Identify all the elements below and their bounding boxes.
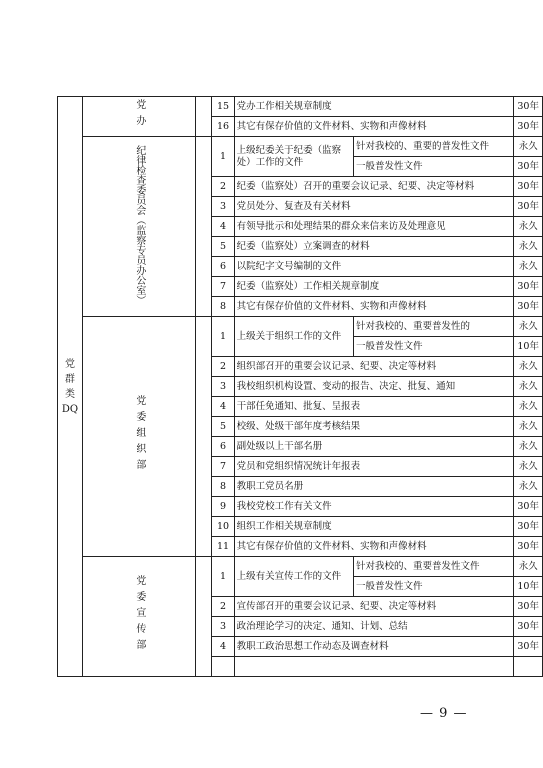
retention-period: 永久	[514, 217, 543, 237]
retention-period: 永久	[514, 397, 543, 417]
item-number: 4	[212, 217, 234, 237]
retention-period: 永久	[514, 457, 543, 477]
item-condition: 一般普发性文件	[353, 157, 513, 177]
retention-period: 30年	[514, 277, 543, 297]
retention-period: 30年	[514, 517, 543, 537]
retention-period: 永久	[514, 137, 543, 157]
item-content: 纪委（监察处）立案调查的材料	[234, 237, 514, 257]
section-party-office: 党办	[82, 97, 195, 137]
item-number: 3	[212, 377, 234, 397]
item-content: 教职工党员名册	[234, 477, 514, 497]
item-number: 4	[212, 397, 234, 417]
retention-period: 30年	[514, 97, 543, 117]
item-content: 宣传部召开的重要会议记录、纪要、决定等材料	[234, 597, 514, 617]
item-content: 干部任免通知、批复、呈报表	[234, 397, 514, 417]
retention-period: 10年	[514, 577, 543, 597]
item-content: 上级有关宣传工作的文件	[234, 557, 353, 597]
item-content: 组织部召开的重要会议记录、纪要、决定等材料	[234, 357, 514, 377]
item-number: 4	[212, 637, 234, 657]
retention-period: 永久	[514, 437, 543, 457]
table-row	[58, 557, 543, 577]
item-content: 教职工政治思想工作动态及调查材料	[234, 637, 514, 657]
item-condition: 针对我校的、重要普发性的	[353, 317, 513, 337]
item-content: 以院纪字文号编制的文件	[234, 257, 514, 277]
item-number: 1	[212, 317, 234, 357]
item-content: 组织工作相关规章制度	[234, 517, 514, 537]
item-content: 副处级以上干部名册	[234, 437, 514, 457]
retention-period: 30年	[514, 617, 543, 637]
item-number: 7	[212, 277, 234, 297]
item-content: 纪委（监察处）召开的重要会议记录、纪要、决定等材料	[234, 177, 514, 197]
blank-cell	[195, 557, 212, 677]
item-content: 上级纪委关于纪委（监察处）工作的文件	[234, 137, 353, 177]
retention-period: 30年	[514, 157, 543, 177]
item-number: 1	[212, 137, 234, 177]
retention-period: 永久	[514, 557, 543, 577]
item-content: 校级、处级干部年度考核结果	[234, 417, 514, 437]
item-number: 6	[212, 437, 234, 457]
retention-period: 10年	[514, 337, 543, 357]
table-row	[58, 137, 543, 157]
section-organization-dept: 党委组织部	[82, 317, 195, 557]
item-content: 有领导批示和处理结果的群众来信来访及处理意见	[234, 217, 514, 237]
retention-period: 30年	[514, 537, 543, 557]
section-publicity-dept: 党委宣传部	[82, 557, 195, 677]
item-content: 其它有保存价值的文件材料、实物和声像材料	[234, 537, 514, 557]
item-number: 7	[212, 457, 234, 477]
item-number: 3	[212, 197, 234, 217]
blank-cell	[195, 317, 212, 557]
item-number: 2	[212, 177, 234, 197]
item-number: 15	[212, 97, 234, 117]
item-number: 1	[212, 557, 234, 597]
item-number: 5	[212, 237, 234, 257]
item-content: 上级关于组织工作的文件	[234, 317, 353, 357]
item-content: 党办工作相关规章制度	[234, 97, 514, 117]
blank-cell	[195, 137, 212, 317]
item-number: 10	[212, 517, 234, 537]
item-content: 其它有保存价值的文件材料、实物和声像材料	[234, 297, 514, 317]
item-number: 8	[212, 477, 234, 497]
retention-period: 永久	[514, 357, 543, 377]
item-condition: 针对我校的、重要普发性文件	[353, 557, 513, 577]
retention-period: 30年	[514, 597, 543, 617]
item-condition: 一般普发性文件	[353, 577, 513, 597]
item-content: 党员和党组织情况统计年报表	[234, 457, 514, 477]
item-condition: 针对我校的、重要的普发性文件	[353, 137, 513, 157]
item-condition: 一般普发性文件	[353, 337, 513, 357]
item-number: 5	[212, 417, 234, 437]
item-content: 党员处分、复查及有关材料	[234, 197, 514, 217]
retention-period: 30年	[514, 197, 543, 217]
table-row	[58, 97, 543, 117]
item-number: 2	[212, 357, 234, 377]
retention-period: 永久	[514, 477, 543, 497]
item-content: 纪委（监察处）工作相关规章制度	[234, 277, 514, 297]
retention-period	[514, 657, 543, 677]
retention-period: 30年	[514, 177, 543, 197]
retention-period: 30年	[514, 297, 543, 317]
retention-period: 30年	[514, 497, 543, 517]
item-content	[234, 657, 514, 677]
item-number: 8	[212, 297, 234, 317]
retention-period: 30年	[514, 637, 543, 657]
item-number: 16	[212, 117, 234, 137]
retention-period: 永久	[514, 257, 543, 277]
item-content: 其它有保存价值的文件材料、实物和声像材料	[234, 117, 514, 137]
item-content: 我校组织机构设置、变动的报告、决定、批复、通知	[234, 377, 514, 397]
retention-period: 30年	[514, 117, 543, 137]
item-content: 我校党校工作有关文件	[234, 497, 514, 517]
item-number: 6	[212, 257, 234, 277]
blank-cell	[195, 97, 212, 137]
main-category-cell	[58, 97, 83, 677]
item-number	[212, 657, 234, 677]
retention-period: 永久	[514, 417, 543, 437]
retention-period: 永久	[514, 237, 543, 257]
retention-period: 永久	[514, 377, 543, 397]
records-table	[57, 96, 543, 677]
retention-period: 永久	[514, 317, 543, 337]
item-number: 2	[212, 597, 234, 617]
item-number: 11	[212, 537, 234, 557]
item-number: 3	[212, 617, 234, 637]
main-category-label: 党 群 类 DQ	[61, 358, 79, 415]
page-number: — 9 —	[420, 706, 468, 721]
item-number: 9	[212, 497, 234, 517]
section-discipline-committee: 纪律检查委员会（监察专员办公室）	[82, 137, 195, 317]
item-content: 政治理论学习的决定、通知、计划、总结	[234, 617, 514, 637]
table-row	[58, 317, 543, 337]
